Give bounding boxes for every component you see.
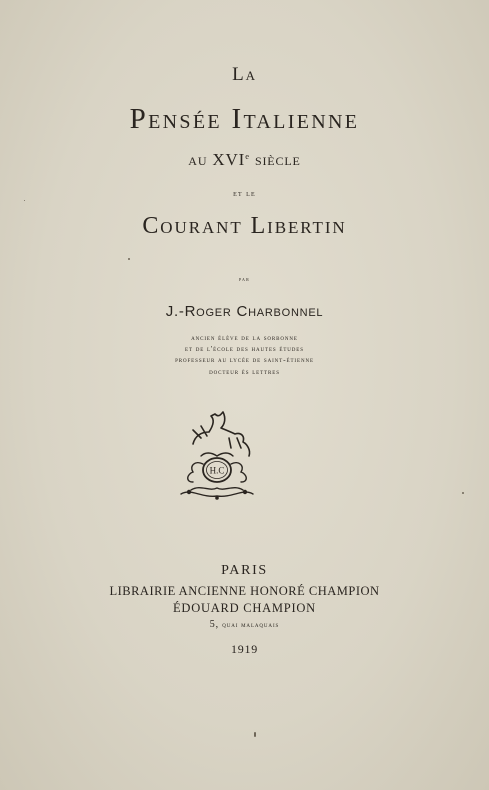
credential-line: ancien élève de la sorbonne — [191, 333, 298, 342]
century-prefix: au XVI — [188, 150, 246, 169]
second-title: Courant Libertin — [142, 213, 347, 239]
publisher-address — [0, 619, 489, 630]
publication-year: 1919 — [231, 642, 258, 656]
publisher-name: LIBRAIRIE ANCIENNE HONORÉ CHAMPION — [109, 584, 380, 598]
paper-speck — [462, 492, 464, 494]
century-superscript: e — [245, 151, 250, 162]
credential-line: et de l'école des hautes études — [185, 344, 304, 353]
title-conjunction: et le — [233, 189, 256, 198]
title-article: La — [232, 64, 257, 85]
century-word: siècle — [254, 150, 301, 169]
paper-speck — [128, 258, 130, 260]
horse-crest-emblem-icon — [171, 408, 261, 508]
paper-speck — [24, 200, 25, 201]
editor-name: ÉDOUARD CHAMPION — [173, 601, 316, 615]
main-title: Pensée Italienne — [129, 103, 360, 135]
monogram-label: H.C — [209, 465, 225, 476]
address-number: 5, — [209, 619, 219, 630]
by-label: par — [238, 277, 250, 283]
credential-line: docteur ès lettres — [209, 367, 280, 376]
city-name: PARIS — [221, 563, 268, 578]
address-street: quai malaquais — [222, 620, 280, 629]
author-name: J.-Roger Charbonnel — [165, 303, 324, 320]
paper-speck — [254, 732, 256, 737]
century-line — [0, 150, 489, 170]
credential-line: professeur au lycée de saint-étienne — [175, 355, 314, 364]
